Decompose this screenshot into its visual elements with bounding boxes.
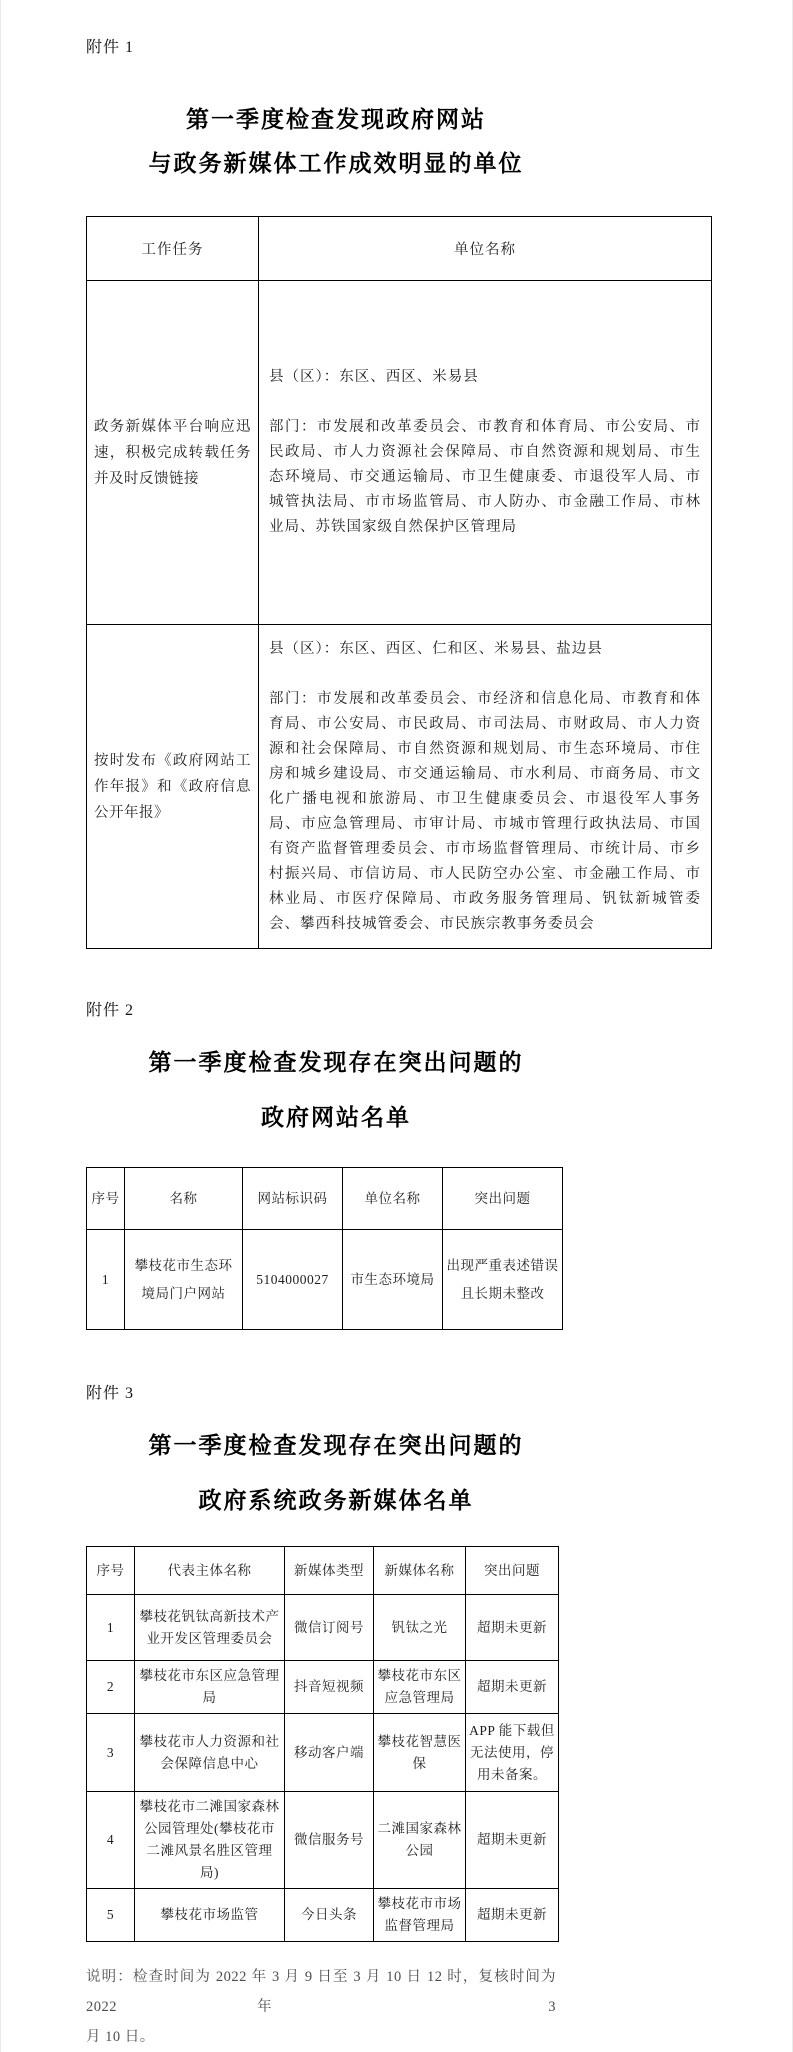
county-list: 县（区）：东区、西区、仁和区、米易县、盐边县 bbox=[269, 640, 603, 657]
table-row bbox=[87, 281, 712, 625]
row-number-cell: 3 bbox=[87, 1714, 135, 1792]
attachment-3-label: 附件 3 bbox=[86, 1385, 135, 1402]
row-number-cell: 2 bbox=[87, 1661, 135, 1714]
media-name-cell: 钒钛之光 bbox=[374, 1595, 466, 1661]
media-name-cell: 攀枝花智慧医保 bbox=[374, 1714, 466, 1792]
entity-cell: 攀枝花钒钛高新技术产业开发区管理委员会 bbox=[135, 1595, 285, 1661]
site-code-cell: 5104000027 bbox=[243, 1230, 343, 1330]
effective-units-table bbox=[86, 216, 712, 949]
attachment-1-title bbox=[86, 98, 586, 186]
header-cell-task: 工作任务 bbox=[87, 217, 259, 281]
header-cell-no: 序号 bbox=[87, 1168, 125, 1230]
attachment-1-section bbox=[86, 36, 711, 949]
attachment-2-section bbox=[86, 999, 711, 1330]
table-row bbox=[87, 625, 712, 949]
issue-cell: 超期未更新 bbox=[466, 1595, 559, 1661]
attachment-1-label: 附件 1 bbox=[86, 39, 135, 56]
title-line-1: 第一季度检查发现存在突出问题的 bbox=[148, 1433, 524, 1458]
table-row bbox=[87, 1661, 559, 1714]
header-cell-unit: 单位名称 bbox=[259, 217, 712, 281]
attachment-2-title bbox=[86, 1035, 586, 1145]
attachment-3-section bbox=[86, 1382, 711, 2052]
attachment-2-label: 附件 2 bbox=[86, 1002, 135, 1019]
row-number-cell: 4 bbox=[87, 1792, 135, 1889]
header-cell-no: 序号 bbox=[87, 1547, 135, 1595]
header-cell-entity: 代表主体名称 bbox=[135, 1547, 285, 1595]
entity-cell: 攀枝花市场监管 bbox=[135, 1889, 285, 1942]
header-cell-unit: 单位名称 bbox=[343, 1168, 443, 1230]
issue-cell: APP 能下载但无法使用，停用未备案。 bbox=[466, 1714, 559, 1792]
table-row bbox=[87, 1230, 563, 1330]
issue-cell: 超期未更新 bbox=[466, 1661, 559, 1714]
header-cell-name: 名称 bbox=[125, 1168, 243, 1230]
media-type-cell: 今日头条 bbox=[285, 1889, 374, 1942]
unit-cell bbox=[259, 281, 712, 625]
table-header-row bbox=[87, 1547, 559, 1595]
title-line-2: 政府网站名单 bbox=[261, 1105, 411, 1130]
media-name-cell: 攀枝花市东区应急管理局 bbox=[374, 1661, 466, 1714]
row-number-cell: 5 bbox=[87, 1889, 135, 1942]
department-list: 部门：市发展和改革委员会、市经济和信息化局、市教育和体育局、市公安局、市民政局、市司法局、市财政局、市人力资源和社会保障局、市自然资源和规划局、市生态环境局、市住房和城乡建设局、市交通运输局、市水利局、市商务局、市文化广播电视和旅游局、市卫生健康委员会、市退役军人事务局、市应急管理局、市审计局、市城市管理行政执法局、市国有资产监督管理委员会、市市场监督管理局、市统计局、市乡村振兴局、市信访局、市人民防空办公室、市金融工作局、市林业局、市医疗保障局、市政务服务管理局、钒钛新城管委会、攀西科技城管委会、市民族宗教事务委员会 bbox=[269, 690, 701, 932]
title-line-2: 与政务新媒体工作成效明显的单位 bbox=[148, 151, 524, 176]
unit-cell bbox=[259, 625, 712, 949]
media-name-cell: 攀枝花市市场监督管理局 bbox=[374, 1889, 466, 1942]
note-text bbox=[86, 1962, 556, 2052]
task-cell: 按时发布《政府网站工作年报》和《政府信息公开年报》 bbox=[87, 625, 259, 949]
task-cell: 政务新媒体平台响应迅速，积极完成转载任务并及时反馈链接 bbox=[87, 281, 259, 625]
table-row bbox=[87, 1792, 559, 1889]
problem-websites-table bbox=[86, 1167, 563, 1330]
row-number-cell: 1 bbox=[87, 1230, 125, 1330]
title-line-1: 第一季度检查发现存在突出问题的 bbox=[148, 1050, 524, 1075]
header-cell-issue: 突出问题 bbox=[443, 1168, 563, 1230]
media-type-cell: 抖音短视频 bbox=[285, 1661, 374, 1714]
table-row bbox=[87, 1595, 559, 1661]
attachment-3-title bbox=[86, 1418, 586, 1528]
header-cell-media-type: 新媒体类型 bbox=[285, 1547, 374, 1595]
department-list: 部门：市发展和改革委员会、市教育和体育局、市公安局、市民政局、市人力资源社会保障局、市自然资源和规划局、市生态环境局、市交通运输局、市卫生健康委、市退役军人局、市城管执法局、市市场监管局、市人防办、市金融工作局、市林业局、苏铁国家级自然保护区管理局 bbox=[269, 419, 701, 535]
unit-name-cell: 市生态环境局 bbox=[343, 1230, 443, 1330]
note-line-2: 月 10 日。 bbox=[86, 2029, 155, 2045]
issue-cell: 超期未更新 bbox=[466, 1792, 559, 1889]
row-number-cell: 1 bbox=[87, 1595, 135, 1661]
entity-cell: 攀枝花市东区应急管理局 bbox=[135, 1661, 285, 1714]
issue-cell: 出现严重表述错误且长期未整改 bbox=[443, 1230, 563, 1330]
header-cell-media-name: 新媒体名称 bbox=[374, 1547, 466, 1595]
media-name-cell: 二滩国家森林公园 bbox=[374, 1792, 466, 1889]
county-list: 县（区）：东区、西区、米易县 bbox=[269, 369, 479, 385]
table-header-row bbox=[87, 217, 712, 281]
issue-cell: 超期未更新 bbox=[466, 1889, 559, 1942]
website-name-cell: 攀枝花市生态环境局门户网站 bbox=[125, 1230, 243, 1330]
title-line-1: 第一季度检查发现政府网站 bbox=[186, 107, 486, 132]
table-row bbox=[87, 1714, 559, 1792]
title-line-2: 政府系统政务新媒体名单 bbox=[198, 1488, 474, 1513]
document-content bbox=[86, 36, 711, 2052]
media-type-cell: 微信服务号 bbox=[285, 1792, 374, 1889]
media-type-cell: 微信订阅号 bbox=[285, 1595, 374, 1661]
problem-newmedia-table bbox=[86, 1546, 559, 1942]
table-header-row bbox=[87, 1168, 563, 1230]
header-cell-issue: 突出问题 bbox=[466, 1547, 559, 1595]
note-line-1: 说明：检查时间为 2022 年 3 月 9 日至 3 月 10 日 12 时，复核时间为 2022 年 3 bbox=[86, 1969, 556, 2015]
header-cell-site-code: 网站标识码 bbox=[243, 1168, 343, 1230]
entity-cell: 攀枝花市人力资源和社会保障信息中心 bbox=[135, 1714, 285, 1792]
table-row bbox=[87, 1889, 559, 1942]
media-type-cell: 移动客户端 bbox=[285, 1714, 374, 1792]
entity-cell: 攀枝花市二滩国家森林公园管理处(攀枝花市二滩风景名胜区管理局) bbox=[135, 1792, 285, 1889]
